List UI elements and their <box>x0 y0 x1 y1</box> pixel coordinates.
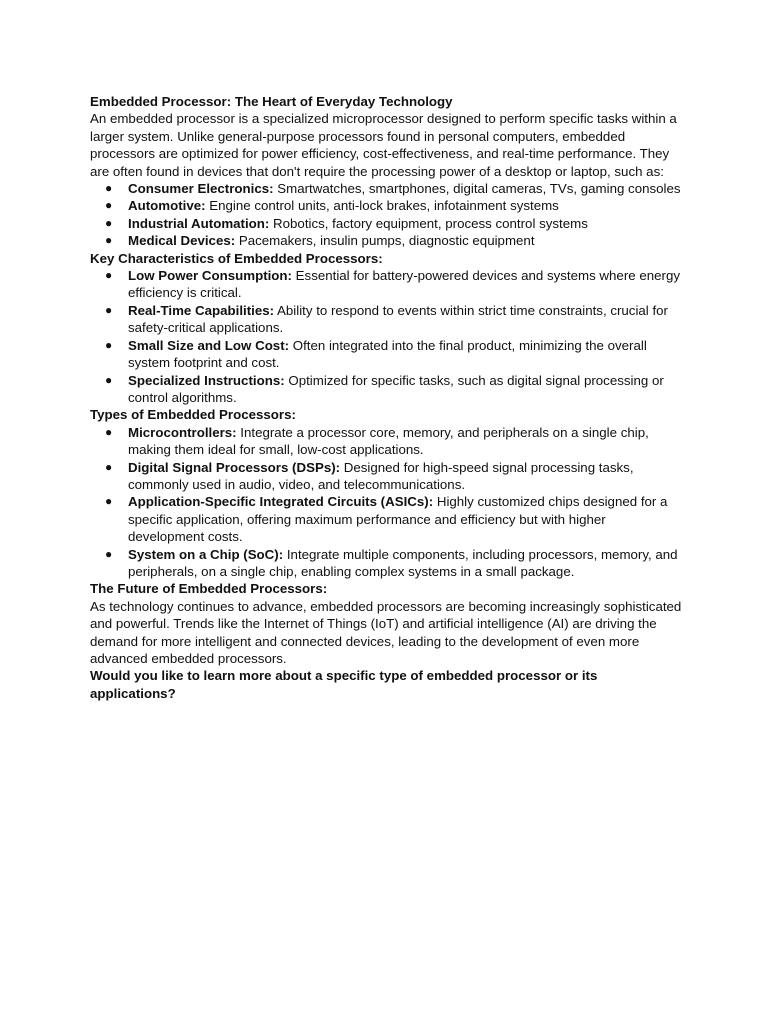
list-item-text: Often integrated into the final product, minimizing the overall system footprint and cost. <box>128 337 647 371</box>
list-item-text: Robotics, factory equipment, process control systems <box>269 215 588 231</box>
document-content <box>90 93 682 702</box>
list-item <box>90 493 682 545</box>
bullet-icon: ● <box>105 494 113 509</box>
list-item-text: Highly customized chips designed for a specific application, offering maximum performance and efficiency but with higher development costs. <box>128 494 668 545</box>
future-heading: The Future of Embedded Processors: <box>90 581 328 597</box>
intro-paragraph: An embedded processor is a specialized microprocessor designed to perform specific tasks within a larger system. Unlike general-purpose processors found in personal computers, embedded processors are optimized for power efficiency, cost-effectiveness, and real-time performance. They are often found in devices that don't require the processing power of a desktop or laptop, such as: <box>90 111 677 179</box>
list-item-text: Integrate a processor core, memory, and peripherals on a single chip, making them ideal for small, low-cost applications. <box>128 424 649 458</box>
list-item-term: Medical Devices: <box>128 233 236 249</box>
bullet-icon: ● <box>105 233 113 248</box>
bullet-icon: ● <box>105 459 113 474</box>
list-item-term: Real-Time Capabilities: <box>128 302 275 318</box>
list-item-text: Ability to respond to events within strict time constraints, crucial for safety-critical applications. <box>128 302 668 336</box>
bullet-icon: ● <box>105 268 113 283</box>
examples-list <box>90 180 682 250</box>
bullet-icon: ● <box>105 198 113 213</box>
bullet-icon: ● <box>105 337 113 352</box>
list-item-term: Industrial Automation: <box>128 215 270 231</box>
future-paragraph: As technology continues to advance, embedded processors are becoming increasingly sophisticated and powerful. Trends like the Internet of Things (IoT) and artificial intelligence (AI) are driving the demand for more intelligent and connected devices, leading to the development of even more advanced embedded processors. <box>90 598 682 666</box>
list-item <box>90 459 682 494</box>
bullet-icon: ● <box>105 424 113 439</box>
list-item-term: Microcontrollers: <box>128 424 237 440</box>
bullet-icon: ● <box>105 215 113 230</box>
types-heading: Types of Embedded Processors: <box>90 407 296 423</box>
list-item-term: Small Size and Low Cost: <box>128 337 290 353</box>
types-list <box>90 424 682 581</box>
list-item-text: Designed for high-speed signal processing tasks, commonly used in audio, video, and telecommunications. <box>128 459 634 492</box>
bullet-icon: ● <box>105 372 113 387</box>
characteristics-list <box>90 267 682 406</box>
list-item <box>90 197 682 214</box>
document-title: Embedded Processor: The Heart of Everyday Technology <box>90 94 453 109</box>
list-item-term: System on a Chip (SoC): <box>128 546 284 562</box>
list-item-term: Consumer Electronics: <box>128 181 274 197</box>
list-item-text: Integrate multiple components, including processors, memory, and peripherals, on a single chip, enabling complex systems in a small package. <box>128 546 678 579</box>
closing-question: Would you like to learn more about a specific type of embedded processor or its applications? <box>90 668 598 701</box>
bullet-icon: ● <box>105 181 113 196</box>
list-item <box>90 232 682 249</box>
list-item-text: Smartwatches, smartphones, digital cameras, TVs, gaming consoles <box>273 181 681 197</box>
list-item-term: Low Power Consumption: <box>128 268 292 284</box>
bullet-icon: ● <box>105 302 113 317</box>
list-item-text: Pacemakers, insulin pumps, diagnostic equipment <box>235 233 535 249</box>
list-item-text: Optimized for specific tasks, such as digital signal processing or control algorithms. <box>128 372 664 405</box>
list-item <box>90 180 682 197</box>
list-item <box>90 215 682 232</box>
list-item-term: Digital Signal Processors (DSPs): <box>128 459 341 475</box>
list-item-term: Application-Specific Integrated Circuits (ASICs): <box>128 494 434 510</box>
list-item <box>90 302 682 337</box>
list-item <box>90 424 682 459</box>
list-item-term: Automotive: <box>128 198 206 214</box>
list-item <box>90 337 682 372</box>
characteristics-heading: Key Characteristics of Embedded Processors: <box>90 250 383 266</box>
bullet-icon: ● <box>105 546 113 561</box>
list-item <box>90 372 682 407</box>
list-item <box>90 267 682 302</box>
list-item-text: Engine control units, anti-lock brakes, infotainment systems <box>205 198 559 214</box>
list-item <box>90 546 682 581</box>
list-item-term: Specialized Instructions: <box>128 372 285 388</box>
list-item-text: Essential for battery-powered devices and systems where energy efficiency is critical. <box>128 268 680 301</box>
